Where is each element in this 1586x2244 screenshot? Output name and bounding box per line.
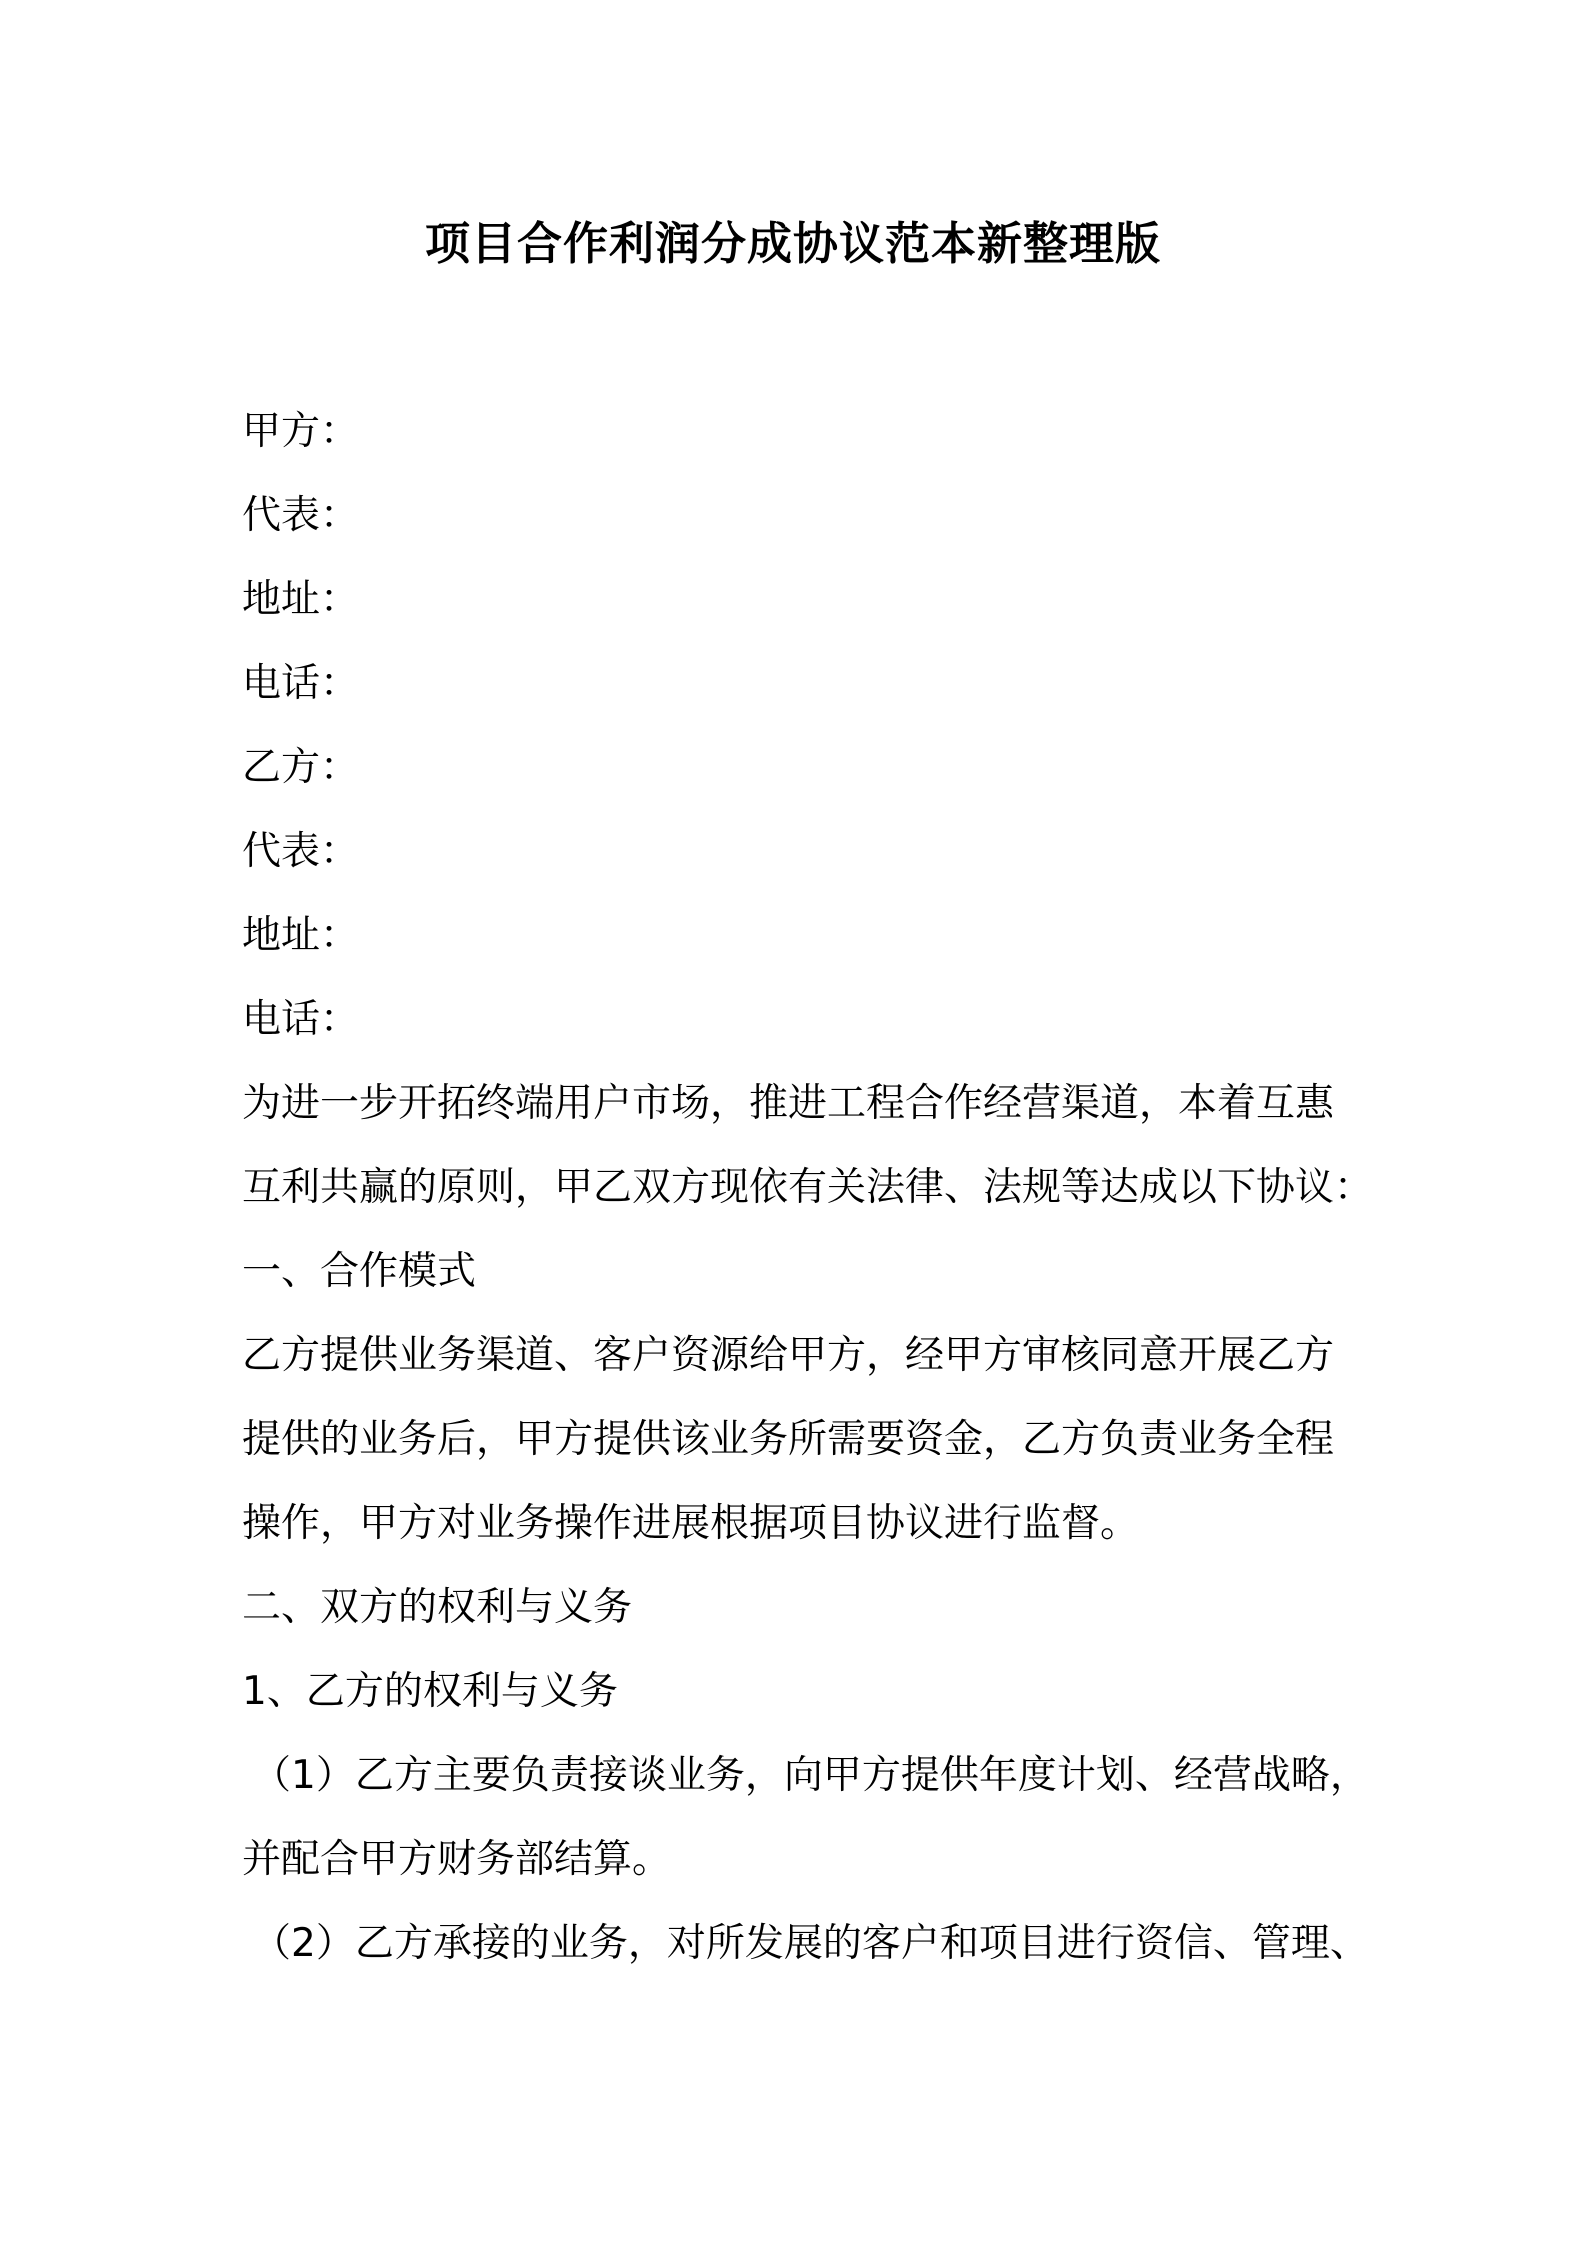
party-a-phone: 电话： bbox=[242, 661, 360, 706]
section-2-sub-1-heading: 1、乙方的权利与义务 bbox=[242, 1669, 618, 1714]
party-b-label: 乙方： bbox=[242, 745, 360, 790]
section-1-heading: 一、合作模式 bbox=[242, 1249, 477, 1294]
item-2-line-1: （2）乙方承接的业务，对所发展的客户和项目进行资信、管理、 bbox=[252, 1921, 1369, 1966]
party-a-representative: 代表： bbox=[242, 493, 360, 538]
page-title: 项目合作利润分成协议范本新整理版 bbox=[424, 217, 1161, 270]
section-2-heading: 二、双方的权利与义务 bbox=[242, 1585, 633, 1630]
party-a-label: 甲方： bbox=[242, 409, 360, 454]
intro-line-1: 为进一步开拓终端用户市场，推进工程合作经营渠道，本着互惠 bbox=[242, 1081, 1335, 1126]
party-b-phone: 电话： bbox=[242, 997, 360, 1042]
section-1-line-2: 提供的业务后，甲方提供该业务所需要资金，乙方负责业务全程 bbox=[242, 1417, 1335, 1462]
section-1-line-3: 操作，甲方对业务操作进展根据项目协议进行监督。 bbox=[242, 1501, 1140, 1546]
intro-line-2: 互利共赢的原则，甲乙双方现依有关法律、法规等达成以下协议： bbox=[242, 1165, 1374, 1210]
party-b-address: 地址： bbox=[242, 913, 360, 958]
item-1-line-2: 并配合甲方财务部结算。 bbox=[242, 1837, 672, 1882]
party-b-representative: 代表： bbox=[242, 829, 360, 874]
section-1-line-1: 乙方提供业务渠道、客户资源给甲方，经甲方审核同意开展乙方 bbox=[242, 1333, 1335, 1378]
item-1-line-1: （1）乙方主要负责接谈业务，向甲方提供年度计划、经营战略， bbox=[252, 1753, 1369, 1798]
party-a-address: 地址： bbox=[242, 577, 360, 622]
